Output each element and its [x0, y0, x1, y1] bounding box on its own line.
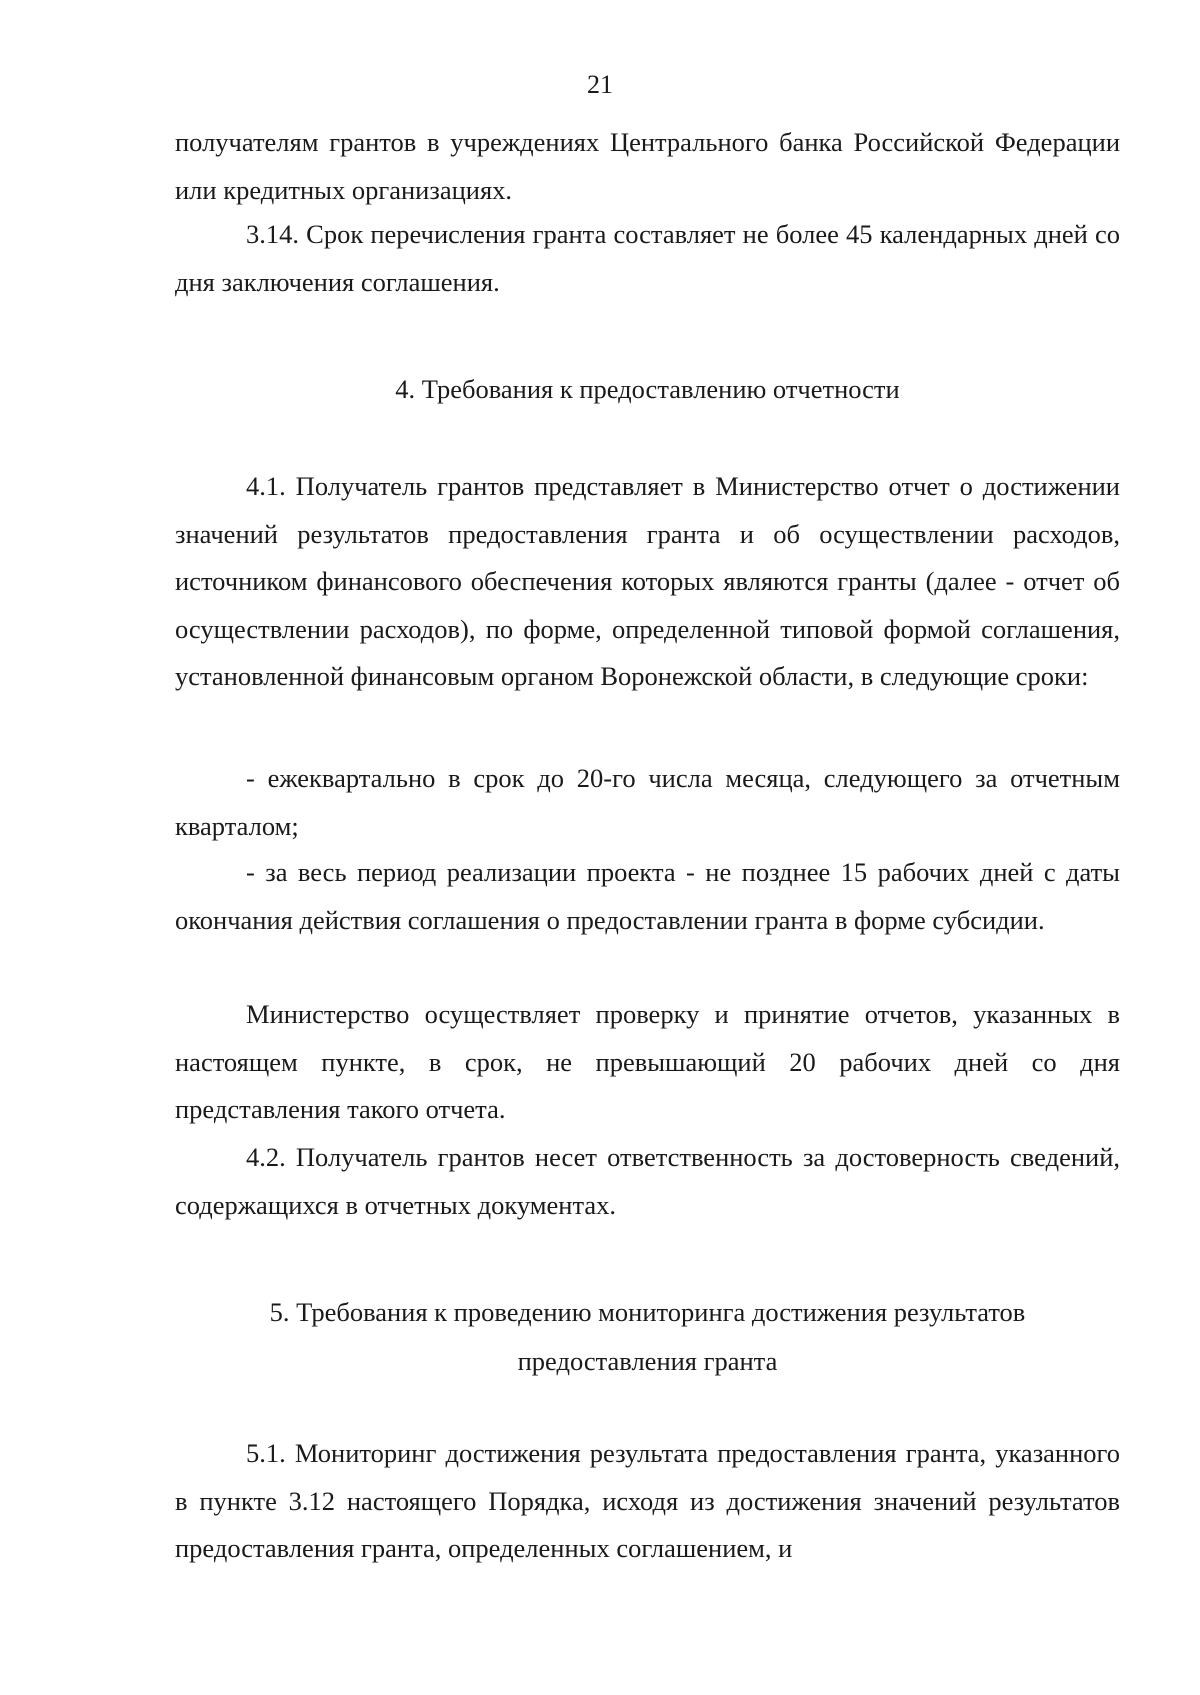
deadline-project-period: - за весь период реализации проекта - не позднее 15 рабочих дней с даты окончания действия соглашения о предоставлении гранта в форме субсидии. — [175, 857, 1120, 935]
paragraph-4-1: 4.1. Получатель грантов представляет в Министерство отчет о достижении значений результатов предоставления гранта и об осуществлении расходов, источником финансового обеспечения которых являются гранты (далее - отчет об осуществлении расходов), по форме, определенной типовой формой соглашения, установленной финансовым органом Воронежской области, в следующие сроки: — [175, 471, 1120, 691]
paragraph-3-14: 3.14. Срок перечисления гранта составляет не более 45 календарных дней со дня заключения соглашения. — [175, 219, 1120, 297]
section-4-heading: 4. Требования к предоставлению отчетности — [395, 374, 900, 404]
paragraph-5-1: 5.1. Мониторинг достижения результата предоставления гранта, указанного в пункте 3.12 настоящего Порядка, исходя из достижения значений результатов предоставления гранта, определенных соглашением, и — [175, 1438, 1120, 1563]
paragraph-continuation: получателям грантов в учреждениях Центрального банка Российской Федерации или кредитных организациях. — [175, 127, 1120, 205]
section-5-heading — [175, 1288, 1120, 1386]
paragraph-ministry-check: Министерство осуществляет проверку и принятие отчетов, указанных в настоящем пункте, в срок, не превышающий 20 рабочих дней со дня представления такого отчета. — [175, 999, 1120, 1124]
page-number: 21 — [587, 70, 613, 99]
section-5-heading-line1: 5. Требования к проведению мониторинга достижения результатов — [269, 1297, 1026, 1327]
paragraph-4-2: 4.2. Получатель грантов несет ответственность за достоверность сведений, содержащихся в отчетных документах. — [175, 1142, 1120, 1220]
section-5-heading-line2: предоставления гранта — [517, 1346, 778, 1376]
deadline-quarterly: - ежеквартально в срок до 20-го числа месяца, следующего за отчетным кварталом; — [175, 763, 1120, 841]
